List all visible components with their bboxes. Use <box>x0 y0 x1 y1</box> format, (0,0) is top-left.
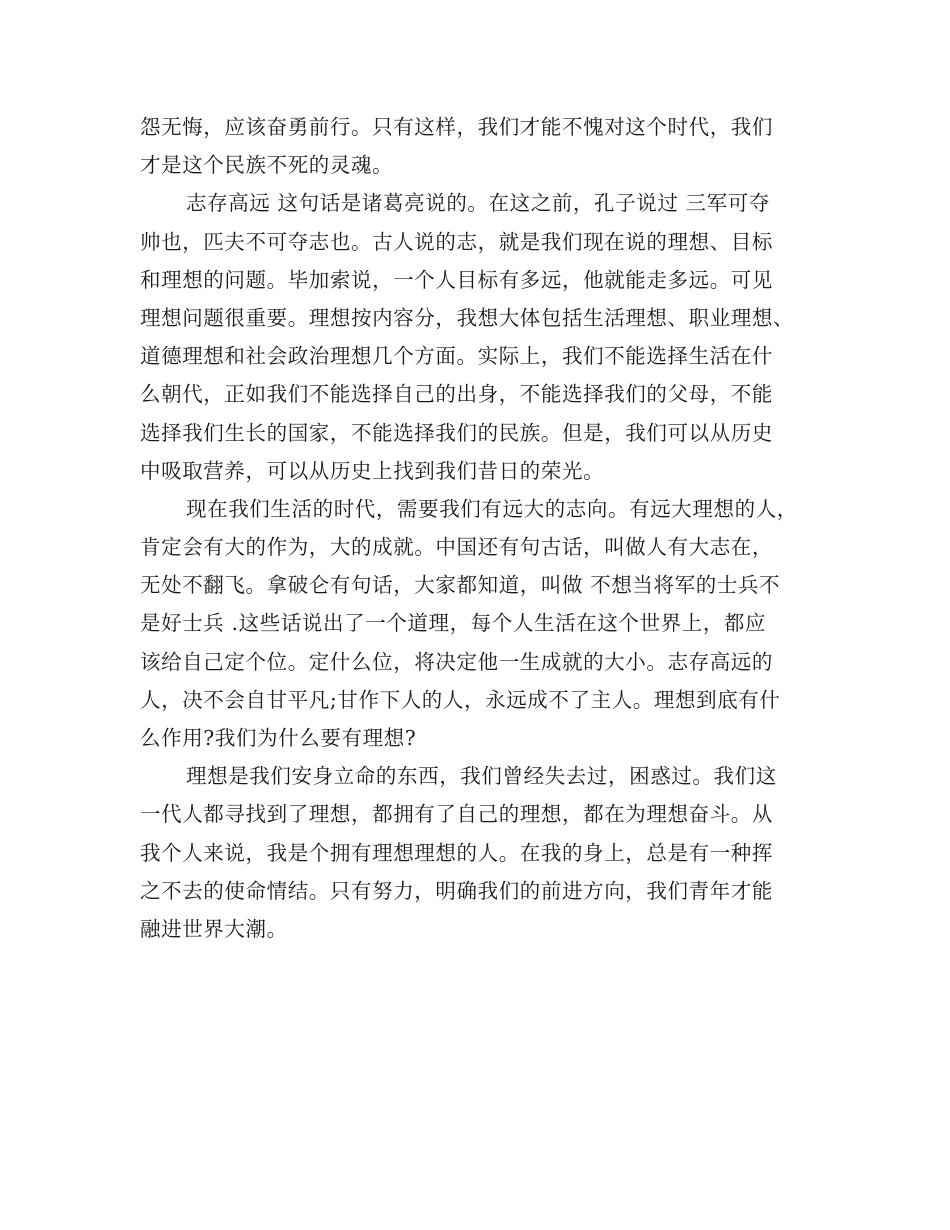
text-line: 理想问题很重要。理想按内容分，我想大体包括生活理想、职业理想、 <box>140 305 795 330</box>
text-line: 我个人来说，我是个拥有理想理想的人。在我的身上，总是有一种挥 <box>140 840 773 865</box>
text-line: 理想是我们安身立命的东西，我们曾经失去过，困惑过。我们这 <box>186 764 777 789</box>
text-line: 道德理想和社会政治理想几个方面。实际上，我们不能选择生活在什 <box>140 344 773 369</box>
paragraph-2 <box>140 184 800 490</box>
text-line: 融进世界大潮。 <box>140 916 288 941</box>
document-body <box>140 108 800 948</box>
text-line: 该给自己定个位。定什么位，将决定他一生成就的大小。志存高远的 <box>140 649 773 674</box>
text-line: 怨无悔，应该奋勇前行。只有这样，我们才能不愧对这个时代，我们 <box>140 115 773 139</box>
text-line: 肯定会有大的作为，大的成就。中国还有句古话，叫做人有大志在， <box>140 535 773 560</box>
paragraph-3 <box>140 490 800 757</box>
text-line: 帅也，匹夫不可夺志也。古人说的志，就是我们现在说的理想、目标 <box>140 229 773 254</box>
text-line: 之不去的使命情结。只有努力，明确我们的前进方向，我们青年才能 <box>140 878 773 903</box>
paragraph-4 <box>140 757 800 948</box>
text-line: 才是这个民族不死的灵魂。 <box>140 153 394 178</box>
text-line: 选择我们生长的国家，不能选择我们的民族。但是，我们可以从历史 <box>140 420 773 445</box>
text-line: 现在我们生活的时代，需要我们有远大的志向。有远大理想的人， <box>186 496 798 521</box>
text-line: 一代人都寻找到了理想，都拥有了自己的理想，都在为理想奋斗。从 <box>140 802 773 827</box>
text-line: 和理想的问题。毕加索说，一个人目标有多远，他就能走多远。可见 <box>140 267 773 292</box>
text-line: 志存高远 这句话是诸葛亮说的。在这之前，孔子说过 三军可夺 <box>186 191 770 216</box>
paragraph-1 <box>140 108 800 184</box>
text-line: 是好士兵 .这些话说出了一个道理，每个人生活在这个世界上，都应 <box>140 611 767 636</box>
text-line: 么作用?我们为什么要有理想? <box>140 726 417 750</box>
text-line: 中吸取营养，可以从历史上找到我们昔日的荣光。 <box>140 458 605 483</box>
text-line: 么朝代，正如我们不能选择自己的出身，不能选择我们的父母，不能 <box>140 382 773 407</box>
text-line: 人，决不会自甘平凡;甘作下人的人，永远成不了主人。理想到底有什 <box>140 687 781 712</box>
text-line: 无处不翻飞。拿破仑有句话，大家都知道，叫做 不想当将军的士兵不 <box>140 573 781 598</box>
